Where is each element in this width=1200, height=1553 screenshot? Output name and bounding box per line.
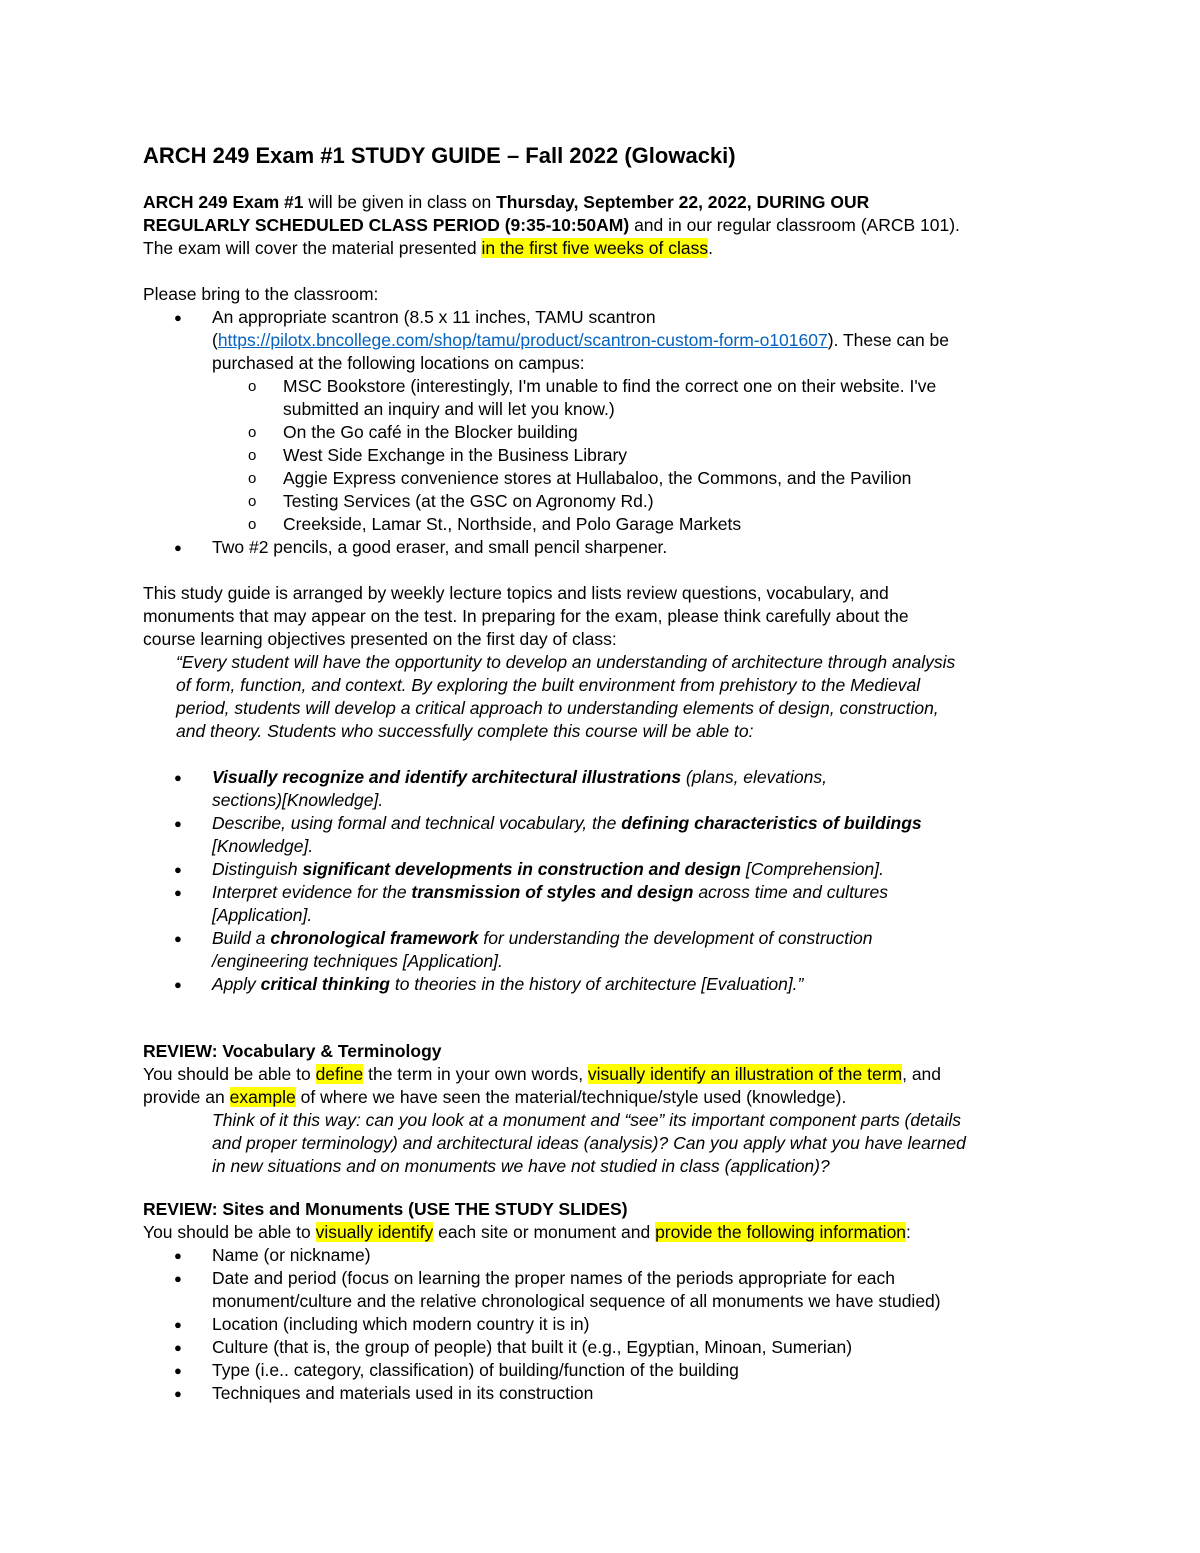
objective-4: Interpret evidence for the transmission of styles and design across time and cultures [212,882,888,902]
location-item: Testing Services (at the GSC on Agronomy Rd.) [283,491,654,511]
sub-bullet-icon: o [248,516,257,533]
bring-pencils: Two #2 pencils, a good eraser, and small pencil sharpener. [212,537,668,557]
intro-line-3: The exam will cover the material presented in the first five weeks of class. [143,238,713,258]
vocab-italic-line: Think of it this way: can you look at a monument and “see” its important component parts (details [212,1110,961,1130]
highlight: visually identify [315,1222,434,1242]
sites-heading: REVIEW: Sites and Monuments (USE THE STUDY SLIDES) [143,1199,628,1219]
sub-bullet-icon: o [248,424,257,441]
guide-line: course learning objectives presented on the first day of class: [143,629,617,649]
sites-line-1: You should be able to visually identify each site or monument and provide the following information: [143,1222,911,1242]
sites-item: Name (or nickname) [212,1245,371,1265]
sites-item: Location (including which modern country it is in) [212,1314,590,1334]
objective-1: Visually recognize and identify architectural illustrations (plans, elevations, [212,767,827,787]
vocab-italic-line: in new situations and on monuments we have not studied in class (application)? [212,1156,830,1176]
sites-item: Type (i.e.. category, classification) of building/function of the building [212,1360,739,1380]
highlight: visually identify an illustration of the term [587,1064,903,1084]
page-title: ARCH 249 Exam #1 STUDY GUIDE – Fall 2022 (Glowacki) [143,143,736,168]
intro-line-1: ARCH 249 Exam #1 will be given in class on Thursday, September 22, 2022, DURING OUR [143,192,870,212]
vocab-line-2: provide an example of where we have seen the material/technique/style used (knowledge). [143,1087,847,1107]
location-item: Aggie Express convenience stores at Hullabaloo, the Commons, and the Pavilion [283,468,912,488]
bring-scantron-line-3: purchased at the following locations on campus: [212,353,585,373]
sites-item: Techniques and materials used in its construction [212,1383,594,1403]
guide-line: This study guide is arranged by weekly lecture topics and lists review questions, vocabulary, and [143,583,889,603]
vocab-heading: REVIEW: Vocabulary & Terminology [143,1041,442,1061]
vocab-italic-line: and proper terminology) and architectural ideas (analysis)? Can you apply what you have learned [212,1133,966,1153]
objective-3: Distinguish significant developments in construction and design [Comprehension]. [212,859,884,879]
bring-heading: Please bring to the classroom: [143,284,379,304]
bullet-icon: ● [174,1271,182,1286]
intro-line-2: REGULARLY SCHEDULED CLASS PERIOD (9:35-10:50AM) and in our regular classroom (ARCB 101). [143,215,960,235]
objective-5-cont: /engineering techniques [Application]. [212,951,503,971]
bullet-icon: ● [174,310,182,325]
bullet-icon: ● [174,1340,182,1355]
sites-item-cont: monument/culture and the relative chronological sequence of all monuments we have studied) [212,1291,941,1311]
objective-2-cont: [Knowledge]. [212,836,314,856]
objective-6: Apply critical thinking to theories in the history of architecture [Evaluation].” [212,974,804,994]
quote-line: period, students will develop a critical approach to understanding elements of design, construction, [176,698,939,718]
bullet-icon: ● [174,1248,182,1263]
location-item: Creekside, Lamar St., Northside, and Polo Garage Markets [283,514,742,534]
sub-bullet-icon: o [248,470,257,487]
sub-bullet-icon: o [248,378,257,395]
guide-line: monuments that may appear on the test. In preparing for the exam, please think carefully about the [143,606,909,626]
highlight: define [315,1064,364,1084]
bullet-icon: ● [174,931,182,946]
sites-item: Date and period (focus on learning the proper names of the periods appropriate for each [212,1268,895,1288]
bullet-icon: ● [174,1317,182,1332]
objective-2: Describe, using formal and technical vocabulary, the defining characteristics of buildings [212,813,922,833]
bullet-icon: ● [174,862,182,877]
bullet-icon: ● [174,540,182,555]
bullet-icon: ● [174,977,182,992]
bullet-icon: ● [174,1386,182,1401]
bring-scantron-line-1: An appropriate scantron (8.5 x 11 inches, TAMU scantron [212,307,656,327]
location-item: West Side Exchange in the Business Library [283,445,628,465]
objective-1-cont: sections)[Knowledge]. [212,790,384,810]
bullet-icon: ● [174,885,182,900]
location-item: MSC Bookstore (interestingly, I'm unable to find the correct one on their website. I've [283,376,937,396]
quote-line: “Every student will have the opportunity to develop an understanding of architecture through analysis [176,652,956,672]
objective-5: Build a chronological framework for understanding the development of construction [212,928,873,948]
vocab-line-1: You should be able to define the term in your own words, visually identify an illustration of the term, and [143,1064,942,1084]
sub-bullet-icon: o [248,447,257,464]
sub-bullet-icon: o [248,493,257,510]
bring-scantron-line-2: (https://pilotx.bncollege.com/shop/tamu/product/scantron-custom-form-o101607). These can be [212,330,950,350]
quote-line: and theory. Students who successfully complete this course will be able to: [176,721,754,741]
sites-item: Culture (that is, the group of people) that built it (e.g., Egyptian, Minoan, Sumerian) [212,1337,853,1357]
highlight: example [229,1087,296,1107]
highlight: in the first five weeks of class [481,238,709,258]
bullet-icon: ● [174,1363,182,1378]
quote-line: of form, function, and context. By exploring the built environment from prehistory to the Medieval [176,675,921,695]
objective-4-cont: [Application]. [212,905,313,925]
bullet-icon: ● [174,816,182,831]
location-item: On the Go café in the Blocker building [283,422,578,442]
location-item-cont: submitted an inquiry and will let you know.) [283,399,615,419]
scantron-link[interactable]: https://pilotx.bncollege.com/shop/tamu/product/scantron-custom-form-o101607 [217,330,828,350]
highlight: provide the following information [655,1222,907,1242]
bullet-icon: ● [174,770,182,785]
